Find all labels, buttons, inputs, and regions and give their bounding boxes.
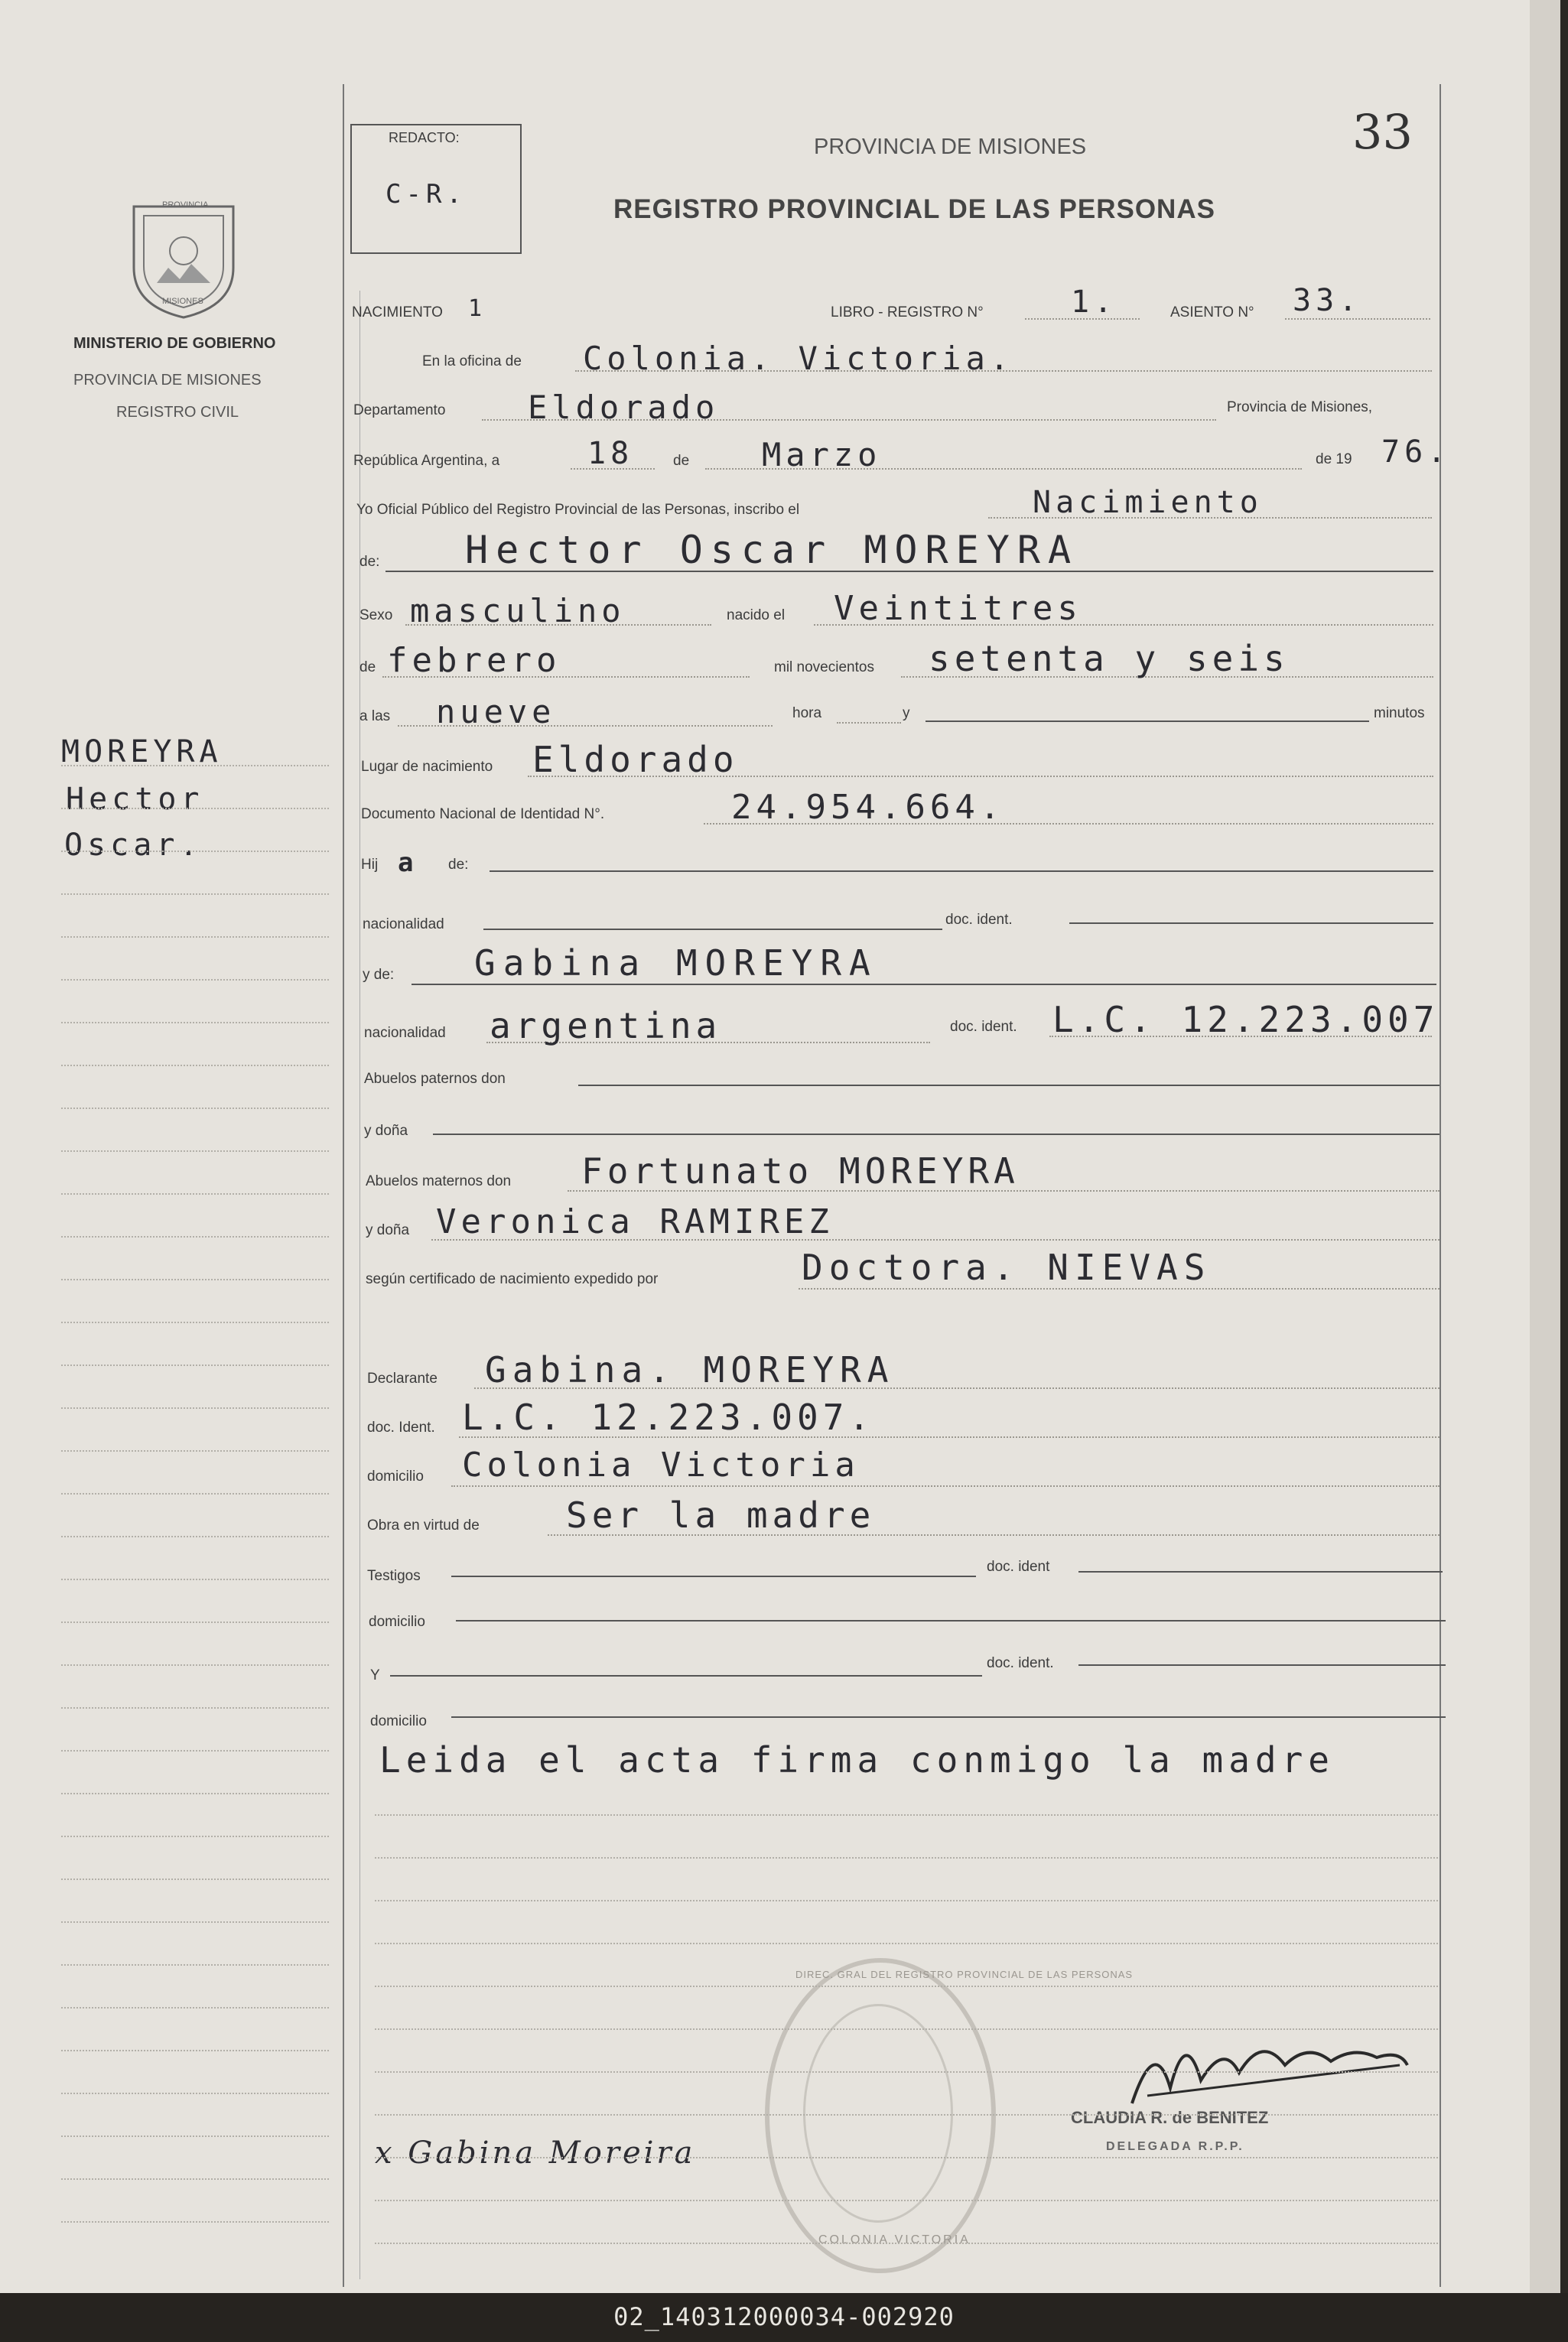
madre-value: Gabina MOREYRA: [474, 942, 878, 984]
margin-rule-line: [61, 893, 329, 895]
minutos-line: [926, 720, 1369, 722]
lower-rule-line: [375, 1986, 1438, 1987]
dni-label: Documento Nacional de Identidad N°.: [361, 806, 605, 822]
margin-rule-line: [61, 1022, 329, 1023]
testigos-label: Testigos: [367, 1568, 421, 1584]
ydona1-label: y doña: [364, 1123, 408, 1139]
lower-rule-line: [375, 1814, 1438, 1816]
domicilio3-line: [451, 1716, 1446, 1718]
margin-rule-line: [61, 1664, 329, 1666]
nacido-label: nacido el: [727, 607, 786, 623]
libro-value: 1.: [1071, 285, 1117, 320]
abuelos-mat-label: Abuelos maternos don: [366, 1173, 512, 1189]
page-number: 33: [1352, 104, 1413, 160]
form-inner-rule: [359, 291, 360, 2279]
anio-label: de 19: [1316, 451, 1352, 467]
margin-rule-line: [61, 2221, 329, 2223]
domicilio1-label: domicilio: [367, 1469, 424, 1485]
abuelos-pat-line: [578, 1085, 1440, 1086]
departamento-label: Departamento: [353, 402, 446, 418]
republica-label: República Argentina, a: [353, 453, 500, 469]
yde-label: y de:: [363, 967, 395, 983]
libro-label: LIBRO - REGISTRO N°: [831, 304, 984, 320]
yo-oficial-label: Yo Oficial Público del Registro Provincial de las Personas, inscribo el: [356, 502, 800, 518]
nombre-value: Hector Oscar MOREYRA: [465, 528, 1079, 572]
minutos-label: minutos: [1374, 705, 1425, 721]
docident3-label: doc. Ident.: [367, 1420, 435, 1436]
lugar-label: Lugar de nacimiento: [361, 759, 493, 775]
hijo-suffix: a: [398, 847, 418, 878]
asiento-value: 33.: [1293, 283, 1362, 318]
margin-rule-line: [61, 2135, 329, 2137]
mes-value: Marzo: [762, 436, 882, 473]
province-heading: PROVINCIA DE MISIONES: [814, 135, 1087, 159]
mother-signature: x Gabina Moreira: [375, 2135, 696, 2171]
nacionalidad2-label: nacionalidad: [364, 1025, 446, 1041]
registry-title: REGISTRO PROVINCIAL DE LAS PERSONAS: [613, 194, 1215, 224]
redacto-label: REDACTO:: [389, 130, 460, 145]
margin-rule-line: [61, 936, 329, 938]
ydona2-label: y doña: [366, 1222, 410, 1238]
margin-surname: MOREYRA: [61, 734, 223, 769]
official-name: CLAUDIA R. de BENITEZ: [1071, 2108, 1269, 2127]
lower-rule-line: [375, 2200, 1438, 2201]
obra-label: Obra en virtud de: [367, 1517, 480, 1534]
margin-rule-line: [61, 1407, 329, 1409]
margin-rule-line: [61, 1108, 329, 1109]
lower-rule-line: [375, 2243, 1438, 2244]
stamp-inner-text: COLONIA VICTORIA: [818, 2233, 971, 2246]
madre-line: [412, 984, 1436, 985]
mes-nac-value: febrero: [387, 641, 561, 680]
margin-rule-line: [61, 1150, 329, 1152]
docident3-value: L.C. 12.223.007.: [462, 1397, 875, 1438]
lower-rule-line: [375, 1857, 1438, 1859]
oficina-label: En la oficina de: [422, 353, 522, 369]
asiento-label: ASIENTO N°: [1170, 304, 1254, 320]
y2-line: [390, 1675, 982, 1677]
margin-rule-line: [61, 1921, 329, 1923]
lower-rule-line: [375, 2114, 1438, 2116]
domicilio1-value: Colonia Victoria: [462, 1446, 860, 1485]
nacido-value: Veintitres: [834, 589, 1082, 628]
y-label: y: [903, 705, 910, 721]
nacionalidad1-line: [483, 929, 942, 930]
hijo-de-line: [490, 870, 1433, 872]
sexo-value: masculino: [410, 592, 626, 629]
nacionalidad2-value: argentina: [490, 1005, 722, 1046]
hora-label: hora: [792, 705, 822, 721]
margin-rule-line: [61, 1450, 329, 1452]
margin-rule-line: [61, 1579, 329, 1580]
redacto-box: [350, 124, 522, 254]
margin-rule-line: [61, 1065, 329, 1066]
abuelos-mat-value: Fortunato MOREYRA: [581, 1150, 1020, 1192]
segun-value: Doctora. NIEVAS: [802, 1247, 1212, 1288]
docident4-line: [1078, 1571, 1443, 1573]
margin-rule-line: [61, 2093, 329, 2094]
margin-rule-line: [61, 1622, 329, 1623]
yo-oficial-value: Nacimiento: [1033, 485, 1263, 520]
de3-label: de: [359, 659, 376, 675]
margin-rule-line: [61, 2178, 329, 2180]
dia-value: 18: [587, 436, 634, 471]
docident5-label: doc. ident.: [987, 1655, 1054, 1671]
margin-rule-line: [61, 765, 329, 766]
margin-second-name: Oscar.: [64, 828, 203, 863]
margin-rule-line: [61, 2007, 329, 2009]
margin-rule-line: [61, 1536, 329, 1537]
margin-rule-line: [61, 1493, 329, 1495]
mil-value: setenta y seis: [929, 638, 1290, 679]
ydona2-value: Veronica RAMIREZ: [436, 1202, 834, 1241]
margin-rule-line: [61, 808, 329, 809]
margin-rule-line: [61, 1750, 329, 1752]
declarante-label: Declarante: [367, 1371, 438, 1387]
margin-rule-line: [61, 1707, 329, 1709]
hora-line: [837, 722, 901, 724]
domicilio2-label: domicilio: [369, 1614, 425, 1630]
ministry-line3: REGISTRO CIVIL: [116, 404, 239, 421]
asiento-line: [1285, 318, 1430, 320]
domicilio2-line: [456, 1620, 1446, 1622]
de2-label: de:: [359, 554, 380, 570]
alas-label: a las: [359, 708, 391, 724]
lower-rule-line: [375, 2071, 1438, 2073]
leida-value: Leida el acta firma conmigo la madre: [379, 1739, 1335, 1781]
abuelos-pat-label: Abuelos paternos don: [364, 1071, 506, 1087]
provincia-label: Provincia de Misiones,: [1227, 399, 1373, 415]
margin-rule-line: [61, 1279, 329, 1280]
registry-stamp-inner: [803, 2004, 953, 2223]
margin-rule-line: [61, 851, 329, 852]
segun-label: según certificado de nacimiento expedido por: [366, 1271, 659, 1287]
docident1-label: doc. ident.: [945, 912, 1013, 928]
margin-rule-line: [61, 979, 329, 981]
segun-line: [799, 1288, 1440, 1290]
lugar-value: Eldorado: [532, 739, 739, 780]
margin-rule-line: [61, 1236, 329, 1238]
lower-rule-line: [375, 2157, 1438, 2158]
alas-value: nueve: [436, 693, 556, 730]
nacimiento-label: NACIMIENTO: [352, 304, 443, 320]
official-role: DELEGADA R.P.P.: [1106, 2140, 1244, 2153]
margin-rule-line: [61, 1322, 329, 1323]
docident1-line: [1069, 922, 1433, 924]
margin-rule-line: [61, 1193, 329, 1195]
seal-text-top: PROVINCIA: [162, 200, 209, 210]
stamp-outer-text: DIREC. GRAL DEL REGISTRO PROVINCIAL DE LAS PERSONAS: [795, 1969, 1134, 1980]
y2-label: Y: [370, 1667, 380, 1683]
margin-rule-line: [61, 1878, 329, 1880]
nacimiento-value: 1: [468, 295, 487, 322]
mil-label: mil novecientos: [774, 659, 874, 675]
hijo-de-label: de:: [448, 857, 469, 873]
margin-rule-line: [61, 1365, 329, 1366]
ydona1-line: [433, 1134, 1440, 1135]
redacto-value: C-R.: [385, 179, 467, 210]
page-edge: [1530, 0, 1560, 2293]
seal-text-bottom: MISIONES: [162, 297, 203, 306]
lower-rule-line: [375, 1900, 1438, 1901]
domicilio1-line: [451, 1485, 1440, 1487]
margin-rule-line: [61, 1836, 329, 1837]
margin-rule-line: [61, 2050, 329, 2051]
testigos-line: [451, 1576, 976, 1577]
docident2-label: doc. ident.: [950, 1019, 1017, 1035]
scan-footer: [0, 2293, 1568, 2342]
docident5-line: [1078, 1664, 1446, 1666]
scan-id: 02_140312000034-002920: [613, 2302, 955, 2331]
margin-rule-line: [61, 1964, 329, 1966]
docident4-label: doc. ident: [987, 1559, 1050, 1575]
docident2-value: L.C. 12.223.007: [1052, 999, 1440, 1040]
ministry-line1: MINISTERIO DE GOBIERNO: [73, 335, 276, 352]
nacionalidad1-label: nacionalidad: [363, 916, 444, 932]
declarante-value: Gabina. MOREYRA: [485, 1349, 895, 1391]
dni-value: 24.954.664.: [731, 788, 1005, 827]
margin-first-name: Hector: [66, 782, 204, 817]
sexo-label: Sexo: [359, 607, 393, 623]
de-label: de: [673, 453, 690, 469]
oficina-value: Colonia. Victoria.: [583, 340, 1014, 377]
domicilio3-label: domicilio: [370, 1713, 427, 1729]
departamento-value: Eldorado: [528, 389, 720, 426]
lower-rule-line: [375, 1943, 1438, 1944]
hijo-label: Hij: [361, 857, 379, 873]
margin-rule-line: [61, 1793, 329, 1794]
obra-value: Ser la madre: [566, 1495, 876, 1536]
anio-value: 76.: [1381, 434, 1451, 470]
ministry-line2: PROVINCIA DE MISIONES: [73, 372, 262, 389]
official-signature: [1124, 2019, 1415, 2111]
lower-rule-line: [375, 2028, 1438, 2030]
